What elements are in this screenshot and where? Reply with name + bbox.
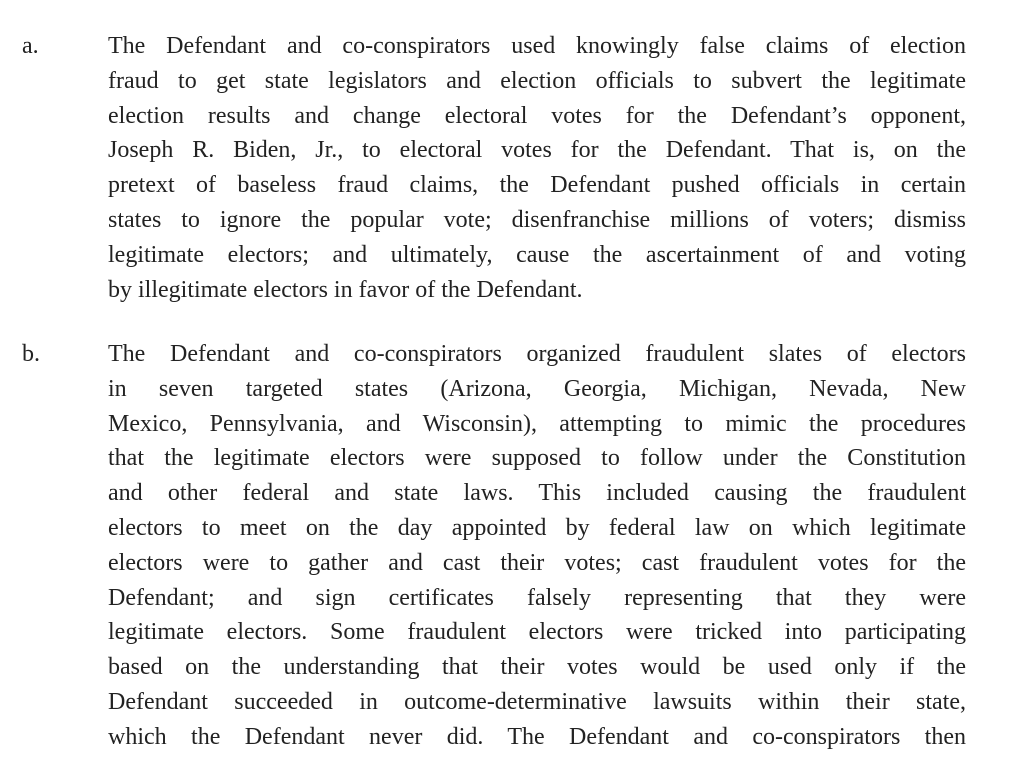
- text-line: by illegitimate electors in favor of the Defendant.: [108, 276, 583, 303]
- text-line: Defendant; and sign certificates falsely representing that they were: [108, 584, 966, 611]
- item-paragraph: [108, 29, 966, 307]
- text-line: Joseph R. Biden, Jr., to electoral votes for the Defendant. That is, on the: [108, 137, 966, 164]
- text-line: based on the understanding that their votes would be used only if the: [108, 654, 966, 681]
- text-line: legitimate electors. Some fraudulent electors were tricked into participating: [108, 619, 966, 646]
- text-line: The Defendant and co-conspirators organized fraudulent slates of electors: [108, 341, 966, 367]
- text-line: fraud to get state legislators and election officials to subvert the legitimate: [108, 67, 966, 94]
- text-line: and other federal and state laws. This included causing the fraudulent: [108, 480, 966, 507]
- item-marker: a.: [22, 33, 39, 59]
- text-line: The Defendant and co-conspirators used knowingly false claims of election: [108, 33, 966, 59]
- text-line: pretext of baseless fraud claims, the Defendant pushed officials in certain: [108, 172, 966, 199]
- item-paragraph: [108, 337, 966, 755]
- text-line: that the legitimate electors were supposed to follow under the Constitution: [108, 445, 966, 472]
- text-line: states to ignore the popular vote; disenfranchise millions of voters; dismiss: [108, 206, 966, 233]
- text-line: legitimate electors; and ultimately, cause the ascertainment of and voting: [108, 241, 966, 268]
- text-line: Defendant succeeded in outcome-determinative lawsuits within their state,: [108, 688, 966, 715]
- text-line: electors to meet on the day appointed by federal law on which legitimate: [108, 514, 966, 541]
- text-line: electors were to gather and cast their votes; cast fraudulent votes for the: [108, 549, 966, 576]
- text-line: election results and change electoral votes for the Defendant’s opponent,: [108, 102, 966, 129]
- text-line: in seven targeted states (Arizona, Georgia, Michigan, Nevada, New: [108, 375, 966, 402]
- text-line: Mexico, Pennsylvania, and Wisconsin), attempting to mimic the procedures: [108, 410, 966, 437]
- item-marker: b.: [22, 341, 40, 367]
- text-line: which the Defendant never did. The Defendant and co-conspirators then: [108, 723, 966, 750]
